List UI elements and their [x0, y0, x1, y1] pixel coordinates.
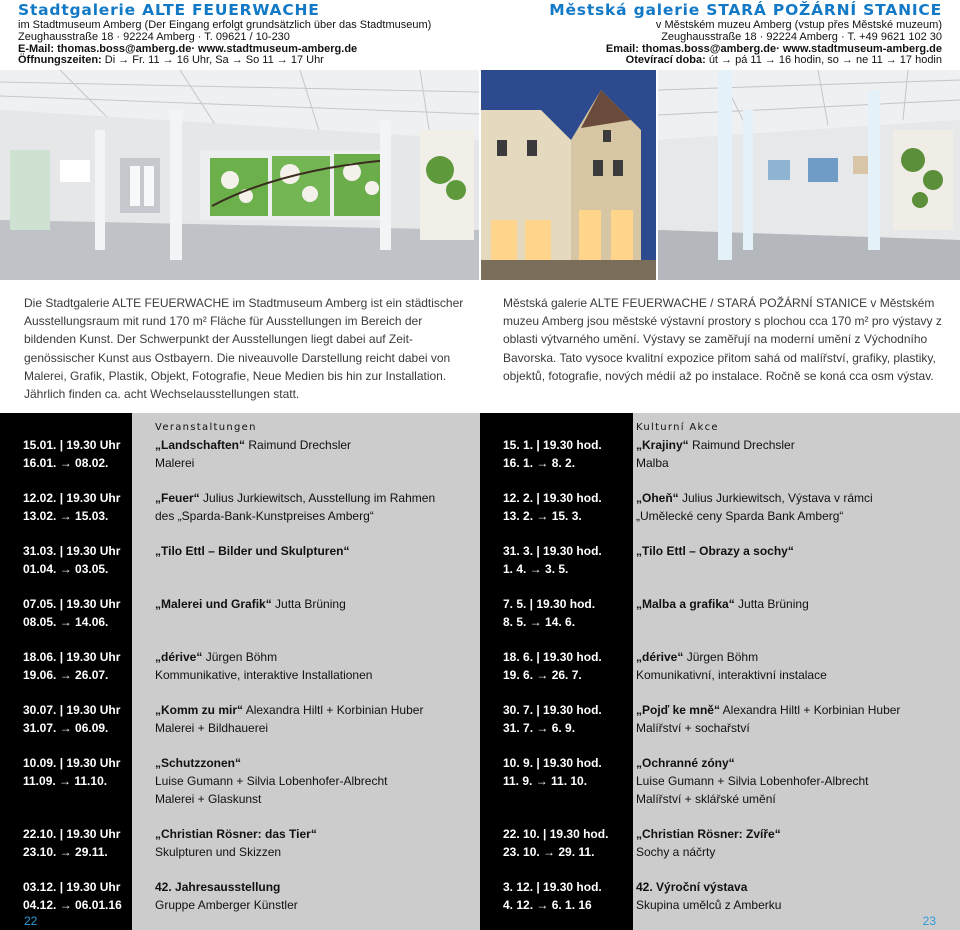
page-number-right: 23 [922, 914, 936, 928]
event-title-rest: Luise Gumann + Silvia Lobenhofer-Albrecht [155, 774, 388, 789]
event-title-rest: Skulpturen und Skizzen [155, 844, 282, 859]
event-row [480, 755, 960, 773]
event-title-bold: „Malba a grafika“ [636, 597, 735, 612]
event-title [636, 791, 776, 809]
event-title [636, 720, 750, 738]
event-title-rest: Malerei + Bildhauerei [155, 721, 269, 735]
intro-text-czech: Městská galerie ALTE FEUERWACHE / STARÁ POŽÁRNÍ STANICE v Městském muzeu Amberg jsou městské výstavní prostory s plochou cca 170 m² pro výstavy z oblasti výtvarného umění. Výstavy se zaměřují na moderní umění z Východního Bavorska. Tato vysoce kvalitní expozice přitom sahá od malířství, grafiky, plastiky, objektů, fotografie, nových médií až po instalace. Ročně se koná cca osm výstav. [503, 296, 942, 383]
event-title-rest: Alexandra Hiltl + Korbinian Huber [719, 703, 901, 718]
row-spacer [480, 808, 960, 826]
event-date: 15.01. | 19.30 Uhr [23, 438, 121, 452]
event-date: 30.07. | 19.30 Uhr [23, 703, 121, 718]
row-spacer [0, 632, 480, 650]
event-title [636, 755, 735, 773]
event-row [480, 791, 960, 809]
event-row [0, 791, 480, 809]
event-date: 10. 9. | 19.30 hod. [503, 756, 602, 771]
event-row [480, 543, 960, 561]
event-row [0, 614, 480, 632]
event-date: 12. 2. | 19.30 hod. [503, 491, 602, 506]
event-title-rest: Kommunikative, interaktive Installationen [155, 667, 373, 682]
intro-text-german: Die Stadtgalerie ALTE FEUERWACHE im Stadtmuseum Amberg ist ein städtischer Ausstellungsraum mit rund 170 m² Fläche für Ausstellungen im Bereich der bildenden Kunst. Der Schwerpunkt der Ausstellungen liegt dabei auf Zeitgenössischer Kunst aus Ostbayern. Die niveauvolle Darstellung reicht dabei von Malerei, Grafik, Plastik, Objekt, Fotografie, Neue Medien bis hin zur Installation. Jährlich finden ca. acht Wechselausstellungen statt. [24, 296, 464, 402]
event-date: 4. 12. → 6. 1. 16 [503, 897, 592, 912]
event-row [480, 649, 960, 667]
event-row [0, 437, 480, 455]
row-spacer [480, 862, 960, 880]
right-header-line3: Email: thomas.boss@amberg.de· www.stadtmuseum-amberg.de [605, 42, 942, 55]
event-title-bold: „Komm zu mir“ [155, 703, 244, 718]
event-title-bold: „Malerei und Grafik“ [155, 597, 272, 612]
event-title-rest: Gruppe Amberger Künstler [155, 897, 298, 912]
gallery-interior-photo-left [0, 70, 479, 280]
event-date: 7. 5. | 19.30 hod. [503, 597, 596, 612]
left-header-line1: im Stadtmuseum Amberg (Der Eingang erfolgt grundsätzlich über das Stadtmuseum) [18, 19, 432, 31]
event-title [155, 702, 423, 720]
event-title [636, 490, 873, 508]
left-header-line3: E-Mail: thomas.boss@amberg.de· www.stadtmuseum-amberg.de [18, 42, 358, 55]
row-spacer [0, 472, 480, 490]
row-spacer [0, 685, 480, 703]
event-row [480, 561, 960, 579]
event-row [480, 667, 960, 685]
event-row [0, 455, 480, 473]
event-row [0, 755, 480, 773]
event-row [480, 596, 960, 614]
event-title-bold: 42. Výroční výstava [636, 880, 748, 895]
row-spacer [0, 862, 480, 880]
event-row [0, 596, 480, 614]
event-date: 11. 9. → 11. 10. [503, 774, 588, 789]
event-title-rest: Skupina umělců z Amberku [636, 897, 782, 912]
event-date: 18.06. | 19.30 Uhr [23, 650, 121, 665]
building-exterior-photo [481, 70, 656, 280]
event-date: 30. 7. | 19.30 hod. [503, 703, 602, 718]
event-date: 07.05. | 19.30 Uhr [23, 597, 121, 612]
right-header-line2: Zeughausstraße 18 · 92224 Amberg · T. +49 9621 102 30 [661, 30, 942, 43]
event-title-rest: Julius Jurkiewitsch, Ausstellung im Rahmen [199, 491, 436, 506]
event-title-rest: Malířství + sochařství [636, 721, 750, 735]
left-header-line2: Zeughausstraße 18 · 92224 Amberg · T. 09621 / 10-230 [18, 30, 290, 43]
page-number-left: 22 [24, 914, 38, 928]
event-date: 13.02. → 15.03. [23, 508, 109, 523]
event-title-rest: Jutta Brüning [271, 597, 346, 612]
events-heading: Kulturní Akce [636, 422, 719, 433]
event-title [636, 649, 758, 667]
event-row [0, 561, 480, 579]
event-title-rest: Raimund Drechsler [688, 438, 795, 452]
event-title [636, 508, 843, 526]
event-title-bold: 42. Jahresausstellung [155, 880, 281, 895]
event-title-rest: Alexandra Hiltl + Korbinian Huber [243, 703, 424, 718]
event-title [155, 791, 261, 809]
event-title-rest: Jürgen Böhm [202, 650, 278, 665]
event-date: 15. 1. | 19.30 hod. [503, 438, 602, 452]
event-title-bold: „Oheň“ [636, 491, 679, 506]
event-date: 01.04. → 03.05. [23, 561, 109, 576]
event-row [0, 508, 480, 526]
event-title [636, 826, 781, 844]
event-date: 22. 10. | 19.30 hod. [503, 827, 609, 842]
event-title [155, 596, 346, 614]
event-title [155, 649, 277, 667]
event-title [636, 437, 795, 455]
event-date: 18. 6. | 19.30 hod. [503, 650, 602, 665]
left-header-hours-label: Öffnungszeiten: [18, 54, 102, 67]
event-row [480, 490, 960, 508]
event-title [155, 720, 268, 738]
event-date: 19.06. → 26.07. [23, 667, 109, 682]
event-title-bold: „dérive“ [636, 650, 684, 665]
event-title-rest: Komunikativní, interaktivní instalace [636, 667, 827, 682]
events-list [0, 437, 480, 915]
row-spacer [0, 808, 480, 826]
event-date: 8. 5. → 14. 6. [503, 614, 576, 629]
event-title-rest: Luise Gumann + Silvia Lobenhofer-Albrecht [636, 774, 869, 789]
event-date: 23.10. → 29.11. [23, 844, 108, 859]
event-row [480, 455, 960, 473]
event-row [480, 508, 960, 526]
event-title [155, 773, 387, 791]
right-header-title: Městská galerie STARÁ POŽÁRNÍ STANICE [549, 1, 942, 19]
event-date: 11.09. → 11.10. [23, 774, 108, 789]
event-title-rest: „Umělecké ceny Sparda Bank Amberg“ [636, 508, 844, 523]
event-date: 10.09. | 19.30 Uhr [23, 756, 121, 771]
photo-strip [0, 70, 960, 280]
event-title [155, 826, 317, 844]
event-title [155, 879, 280, 897]
event-title [636, 879, 747, 897]
event-date: 12.02. | 19.30 Uhr [23, 491, 121, 506]
events-heading: Veranstaltungen [155, 422, 257, 433]
event-title-bold: „Schutzzonen“ [155, 756, 241, 771]
row-spacer [480, 579, 960, 597]
event-row [480, 702, 960, 720]
left-header-hours: Di → Fr. 11 → 16 Uhr, Sa → So 11 → 17 Uhr [104, 54, 324, 67]
row-spacer [480, 632, 960, 650]
event-title-bold: „dérive“ [155, 650, 203, 665]
row-spacer [480, 472, 960, 490]
event-title [636, 773, 868, 791]
event-title-bold: „Tilo Ettl – Obrazy a sochy“ [636, 544, 794, 559]
event-date: 08.05. → 14.06. [23, 614, 109, 629]
event-title-bold: „Feuer“ [155, 491, 200, 506]
event-title [636, 596, 809, 614]
event-date: 03.12. | 19.30 Uhr [23, 880, 121, 895]
event-date: 1. 4. → 3. 5. [503, 561, 569, 576]
event-row [480, 844, 960, 862]
row-spacer [0, 738, 480, 756]
right-header-line1: v Městském muzeu Amberg (vstup přes Městské muzeum) [655, 19, 942, 31]
event-row [0, 826, 480, 844]
event-title-rest: Malerei + Glaskunst [155, 791, 262, 806]
event-title-bold: „Tilo Ettl – Bilder und Skulpturen“ [155, 544, 350, 559]
event-date: 13. 2. → 15. 3. [503, 508, 582, 523]
event-date: 3. 12. | 19.30 hod. [503, 880, 602, 895]
left-header-title: Stadtgalerie ALTE FEUERWACHE [18, 1, 320, 19]
event-row [480, 826, 960, 844]
row-spacer [480, 738, 960, 756]
event-date: 31. 7. → 6. 9. [503, 721, 576, 735]
event-title [155, 844, 281, 862]
event-title-bold: „Christian Rösner: das Tier“ [155, 827, 317, 842]
event-title-rest: Jutta Brüning [734, 597, 809, 612]
event-title [636, 897, 781, 915]
events-panel-german [0, 413, 480, 930]
event-date: 19. 6. → 26. 7. [503, 667, 582, 682]
event-title-rest: Sochy a náčrty [636, 844, 716, 859]
event-title [636, 543, 794, 561]
row-spacer [480, 685, 960, 703]
event-title-bold: „Krajiny“ [636, 438, 689, 452]
event-row [0, 844, 480, 862]
event-row [0, 879, 480, 897]
event-date: 16.01. → 08.02. [23, 455, 109, 470]
event-title-rest: Malerei [155, 455, 195, 470]
event-date: 23. 10. → 29. 11. [503, 844, 595, 859]
event-title [155, 543, 349, 561]
right-header [502, 0, 942, 68]
event-date: 04.12. → 06.01.16 [23, 897, 122, 912]
right-header-hours-label: Otevírací doba: [625, 54, 706, 67]
event-title-bold: „Pojď ke mně“ [636, 703, 720, 718]
event-date: 16. 1. → 8. 2. [503, 455, 576, 470]
event-title [155, 455, 194, 473]
event-date: 22.10. | 19.30 Uhr [23, 827, 121, 842]
event-row [0, 490, 480, 508]
row-spacer [0, 579, 480, 597]
left-header [18, 0, 458, 68]
event-row [0, 667, 480, 685]
event-title [636, 667, 827, 685]
event-title [636, 844, 715, 862]
event-title-bold: „Ochranné zóny“ [636, 756, 735, 771]
event-row [0, 897, 480, 915]
event-title [155, 897, 298, 915]
event-row [480, 437, 960, 455]
right-header-hours: út → pá 11 → 16 hodin, so → ne 11 → 17 hodin [708, 54, 942, 67]
event-title-rest: Julius Jurkiewitsch, Výstava v rámci [678, 491, 873, 506]
events-list [480, 437, 960, 915]
event-date: 31. 3. | 19.30 hod. [503, 544, 602, 559]
gallery-interior-photo-right [658, 70, 960, 280]
event-title [155, 755, 241, 773]
event-date: 31.03. | 19.30 Uhr [23, 544, 121, 559]
event-row [480, 897, 960, 915]
event-title-rest: Malba [636, 455, 669, 470]
event-title-rest: Malířství + sklářské umění [636, 791, 776, 806]
event-title [636, 702, 900, 720]
event-title [155, 667, 372, 685]
event-row [0, 720, 480, 738]
event-title [155, 508, 374, 526]
event-row [480, 614, 960, 632]
event-title-rest: Jürgen Böhm [683, 650, 759, 665]
events-panel-czech [480, 413, 960, 930]
event-title-bold: „Christian Rösner: Zvíře“ [636, 827, 781, 842]
row-spacer [480, 525, 960, 543]
event-row [480, 720, 960, 738]
event-title [155, 490, 435, 508]
event-row [480, 879, 960, 897]
event-date: 31.07. → 06.09. [23, 721, 109, 735]
event-row [0, 543, 480, 561]
event-row [480, 773, 960, 791]
event-title-rest: des „Sparda-Bank-Kunstpreises Amberg“ [155, 508, 374, 523]
event-title [636, 455, 669, 473]
row-spacer [0, 525, 480, 543]
event-title-bold: „Landschaften“ [155, 438, 246, 452]
event-row [0, 649, 480, 667]
event-title [155, 437, 351, 455]
event-row [0, 702, 480, 720]
event-title-rest: Raimund Drechsler [245, 438, 352, 452]
event-row [0, 773, 480, 791]
